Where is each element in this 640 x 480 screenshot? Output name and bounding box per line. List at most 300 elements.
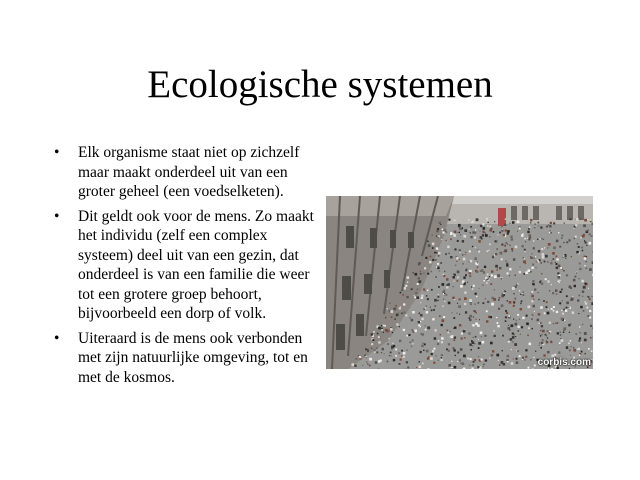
crowd-dot	[469, 272, 471, 274]
crowd-dot	[589, 316, 591, 318]
crowd-dot	[556, 256, 558, 258]
crowd-dot	[471, 349, 473, 351]
crowd-dot	[377, 333, 379, 335]
crowd-dot	[399, 363, 401, 365]
crowd-dot	[517, 283, 519, 285]
crowd-dot	[578, 313, 579, 314]
crowd-dot	[487, 250, 489, 252]
crowd-dot	[440, 334, 442, 336]
crowd-dot	[454, 336, 457, 339]
crowd-dot	[453, 339, 455, 341]
crowd-dot	[557, 272, 559, 274]
crowd-dot	[579, 354, 581, 356]
crowd-dot	[589, 268, 592, 271]
crowd-dot	[426, 295, 428, 297]
crowd-dot	[474, 343, 475, 344]
crowd-dot	[374, 352, 375, 353]
crowd-dot	[591, 223, 593, 226]
crowd-dot	[532, 264, 534, 266]
crowd-dot	[569, 239, 571, 241]
crowd-dot	[488, 250, 489, 251]
crowd-dot	[405, 285, 407, 287]
crowd-dot	[452, 297, 454, 299]
crowd-dot	[367, 349, 369, 351]
crowd-dot	[520, 308, 522, 310]
crowd-dot	[557, 322, 559, 324]
crowd-dot	[483, 271, 485, 273]
crowd-dot	[519, 355, 521, 357]
crowd-dot	[485, 277, 488, 280]
crowd-dot	[579, 340, 581, 342]
bullet-marker: •	[54, 329, 60, 347]
crowd-dot	[498, 360, 499, 361]
crowd-dot	[590, 337, 592, 339]
crowd-dot	[453, 317, 455, 319]
crowd-dot	[538, 226, 539, 227]
crowd-dot	[580, 237, 581, 238]
crowd-dot	[443, 275, 445, 277]
bullet-text: Uiteraard is de mens ook verbonden met zijn natuurlijke omgeving, tot en met de kosmos.	[78, 329, 308, 386]
crowd-dot	[459, 259, 460, 260]
crowd-dot	[438, 237, 440, 239]
crowd-dot	[459, 228, 462, 231]
crowd-dot	[472, 288, 473, 289]
crowd-dot	[403, 356, 405, 358]
crowd-dot	[576, 251, 579, 254]
crowd-dot	[399, 340, 402, 343]
crowd-dot	[492, 350, 494, 352]
crowd-dot	[528, 327, 530, 329]
crowd-dot	[543, 300, 545, 302]
crowd-dot	[494, 221, 495, 222]
crowd-dot	[467, 358, 469, 360]
crowd-dot	[575, 236, 577, 238]
crowd-dot	[579, 263, 581, 265]
crowd-dot	[487, 225, 489, 227]
crowd-dot	[434, 299, 437, 302]
crowd-dot	[516, 358, 518, 360]
crowd-dot	[436, 235, 437, 236]
crowd-dot	[480, 231, 481, 232]
crowd-dot	[549, 225, 551, 227]
crowd-dot	[510, 245, 511, 246]
crowd-dot	[551, 341, 552, 342]
crowd-dot	[575, 224, 577, 226]
crowd-dot	[551, 260, 552, 261]
crowd-dot	[587, 315, 589, 317]
crowd-dot	[504, 245, 506, 247]
crowd-dot	[419, 361, 421, 363]
crowd-dot	[590, 325, 592, 327]
crowd-dot	[531, 300, 533, 302]
crowd-dot	[384, 353, 385, 354]
crowd-dot	[542, 339, 544, 341]
crowd-dot	[437, 267, 440, 270]
crowd-dot	[442, 306, 443, 307]
crowd-dot	[541, 334, 542, 335]
crowd-dot	[494, 330, 495, 331]
crowd-dot	[375, 361, 378, 364]
crowd-dot	[526, 323, 529, 326]
crowd-dot	[486, 282, 488, 284]
crowd-dot	[393, 308, 396, 311]
crowd-dot	[372, 339, 374, 341]
crowd-dot	[434, 252, 436, 254]
crowd-dot	[429, 261, 432, 264]
crowd-dot	[432, 243, 435, 246]
crowd-dot	[422, 363, 424, 365]
crowd-dot	[411, 288, 413, 290]
crowd-dot	[475, 262, 477, 264]
crowd-dot	[439, 315, 441, 317]
crowd-dot	[576, 218, 579, 221]
crowd-dot	[588, 288, 589, 289]
crowd-dot	[524, 249, 526, 251]
crowd-dot	[430, 256, 432, 258]
crowd-dot	[540, 347, 542, 349]
crowd-dot	[459, 359, 461, 361]
crowd-dot	[422, 333, 424, 335]
crowd-dot	[409, 341, 411, 343]
crowd-dot	[475, 229, 476, 230]
crowd-dot	[577, 243, 578, 244]
crowd-dot	[484, 266, 486, 268]
crowd-dot	[378, 341, 380, 343]
crowd-dot	[489, 276, 490, 277]
crowd-dot	[470, 236, 472, 238]
crowd-dot	[511, 362, 514, 365]
crowd-dot	[556, 293, 558, 295]
crowd-dot	[539, 342, 540, 343]
crowd-dot	[469, 317, 471, 319]
crowd-dot	[541, 238, 543, 240]
crowd-dot	[431, 353, 433, 355]
crowd-dot	[533, 240, 534, 241]
crowd-dot	[436, 252, 438, 254]
crowd-dot	[532, 328, 534, 330]
crowd-dot	[365, 348, 367, 350]
crowd-dot	[591, 350, 593, 352]
crowd-dot	[433, 362, 435, 364]
crowd-dot	[549, 322, 551, 324]
crowd-dot	[579, 268, 581, 270]
crowd-dot	[431, 309, 433, 311]
crowd-dot	[476, 218, 479, 221]
crowd-dot	[487, 220, 488, 221]
crowd-dot	[482, 341, 485, 344]
crowd-dot	[444, 271, 445, 272]
crowd-dot	[522, 233, 524, 235]
crowd-dot	[465, 282, 466, 283]
crowd-dot	[491, 303, 494, 306]
crowd-dot	[566, 307, 568, 309]
crowd-dot	[558, 265, 561, 268]
crowd-dot	[516, 361, 519, 364]
crowd-dot	[459, 249, 461, 251]
crowd-dot	[493, 231, 495, 233]
crowd-dot	[580, 306, 583, 309]
crowd-dot	[482, 223, 484, 225]
crowd-dot	[503, 294, 505, 296]
crowd-dot	[430, 307, 431, 308]
crowd-dot	[552, 292, 554, 294]
crowd-dot	[495, 240, 497, 242]
crowd-dot	[566, 295, 568, 297]
crowd-dot	[569, 349, 571, 351]
crowd-dot	[414, 296, 416, 298]
crowd-dot	[516, 320, 517, 321]
crowd-dot	[530, 219, 532, 221]
crowd-dot	[535, 351, 536, 352]
crowd-dot	[464, 303, 466, 305]
crowd-dot	[578, 295, 580, 297]
crowd-dot	[442, 231, 444, 233]
crowd-dot	[561, 289, 563, 291]
crowd-dot	[566, 241, 568, 243]
crowd-dot	[476, 319, 477, 320]
crowd-dot	[487, 274, 489, 276]
crowd-dot	[587, 296, 588, 297]
crowd-dot	[515, 246, 518, 249]
crowd-dot	[540, 322, 542, 324]
crowd-dot	[577, 349, 578, 350]
crowd-dot	[561, 235, 563, 237]
crowd-dot	[366, 361, 367, 362]
crowd-dot	[555, 262, 556, 263]
crowd-dot	[512, 287, 515, 290]
crowd-dot	[395, 319, 396, 320]
crowd-dot	[533, 357, 534, 358]
crowd-dot	[364, 355, 365, 356]
crowd-dot	[556, 267, 559, 270]
crowd-dot	[461, 333, 463, 335]
crowd-dot	[385, 329, 388, 332]
crowd-dot	[390, 310, 393, 313]
crowd-dot	[421, 345, 423, 347]
crowd-dot	[407, 282, 408, 283]
crowd-dot	[531, 253, 532, 254]
crowd-dot	[522, 317, 524, 319]
crowd-dot	[446, 278, 449, 281]
crowd-dot	[497, 325, 499, 327]
crowd-dot	[533, 247, 535, 249]
crowd-dot	[540, 238, 541, 239]
crowd-dot	[553, 258, 555, 260]
crowd-dot	[566, 346, 568, 348]
crowd-dot	[528, 367, 530, 369]
crowd-dot	[587, 307, 589, 309]
crowd-dot	[470, 358, 472, 360]
crowd-dot	[382, 348, 385, 351]
crowd-dot	[441, 324, 443, 326]
crowd-dot	[469, 365, 470, 366]
crowd-dot	[419, 280, 422, 283]
crowd-dot	[584, 332, 587, 335]
crowd-dot	[549, 232, 550, 233]
crowd-dot	[588, 230, 589, 231]
crowd-dot	[457, 277, 459, 279]
crowd-dot	[443, 316, 445, 318]
crowd-dot	[486, 218, 487, 219]
crowd-dot	[483, 364, 485, 366]
crowd-dot	[473, 361, 475, 363]
crowd-dot	[550, 262, 552, 264]
crowd-dot	[421, 318, 423, 320]
crowd-dot	[433, 309, 435, 311]
crowd-dot	[589, 242, 592, 245]
crowd-dot	[478, 356, 479, 357]
crowd-dot	[574, 238, 576, 240]
crowd-dot	[522, 359, 523, 360]
crowd-dot	[584, 283, 586, 285]
bullet-item	[54, 143, 322, 202]
crowd-dot	[586, 268, 587, 269]
crowd-dot	[490, 283, 492, 285]
crowd-dot	[538, 250, 541, 253]
crowd-dot	[560, 291, 562, 293]
crowd-dot	[577, 299, 579, 301]
crowd-dot	[387, 343, 388, 344]
crowd-dot	[475, 304, 476, 305]
crowd-dot	[480, 225, 482, 227]
crowd-dot	[415, 273, 418, 276]
crowd-dot	[512, 341, 513, 342]
crowd-dot	[448, 343, 450, 345]
crowd-dot	[465, 254, 466, 255]
crowd-dot	[474, 311, 476, 313]
crowd-dot	[369, 358, 372, 361]
bullet-item	[54, 207, 322, 324]
crowd-dot	[475, 293, 477, 295]
crowd-dot	[580, 218, 582, 220]
crowd-dot	[529, 234, 532, 237]
crowd-dot	[436, 355, 437, 356]
crowd-dot	[505, 218, 506, 219]
crowd-dot	[427, 298, 429, 300]
crowd-dot	[580, 332, 581, 333]
crowd-dot	[519, 290, 520, 291]
crowd-dot	[589, 310, 591, 312]
crowd-dot	[419, 313, 420, 314]
crowd-dot	[512, 221, 515, 224]
crowd-dot	[490, 342, 493, 345]
crowd-dot	[490, 229, 493, 232]
crowd-dot	[537, 239, 538, 240]
crowd-dot	[529, 343, 532, 346]
crowd-dot	[418, 262, 420, 264]
crowd-dot	[458, 224, 461, 227]
crowd-dot	[461, 337, 463, 339]
crowd-dot	[390, 352, 392, 354]
crowd-dot	[505, 310, 507, 312]
crowd-dot	[427, 290, 429, 292]
crowd-dot	[396, 323, 398, 325]
crowd-dot	[457, 240, 459, 242]
crowd-dot	[559, 282, 560, 283]
crowd-dot	[497, 274, 500, 277]
crowd-dot	[432, 247, 434, 249]
crowd-dot	[436, 247, 438, 249]
crowd-dot	[478, 240, 481, 243]
crowd-dot	[454, 366, 457, 369]
crowd-dot	[485, 359, 487, 361]
crowd-dot	[558, 232, 559, 233]
crowd-dot	[371, 343, 373, 345]
crowd-dot	[484, 335, 486, 337]
crowd-dot	[478, 339, 479, 340]
crowd-dot	[563, 270, 564, 271]
crowd-dot	[477, 366, 479, 368]
crowd-dot	[367, 350, 369, 352]
bullet-text: Dit geldt ook voor de mens. Zo maakt het individu (zelf een complex systeem) deel uit van een gezin, dat onderdeel is van een familie die weer tot een grotere groep behoort, bijvoorbeeld een dorp of volk.	[78, 207, 314, 322]
crowd-dot	[541, 342, 544, 345]
crowd-dot	[489, 244, 491, 246]
crowd-dot	[482, 285, 483, 286]
crowd-dot	[387, 308, 388, 309]
crowd-dot	[447, 330, 449, 332]
crowd-dot	[570, 355, 571, 356]
crowd-dot	[505, 316, 507, 318]
crowd-dot	[474, 237, 476, 239]
crowd-dot	[515, 286, 517, 288]
crowd-dot	[427, 241, 429, 243]
crowd-dot	[513, 293, 514, 294]
crowd-dot	[482, 302, 484, 304]
crowd-dot	[584, 257, 587, 260]
crowd-dot	[483, 280, 485, 282]
crowd-dot	[462, 363, 465, 366]
crowd-dot	[416, 367, 417, 368]
crowd-dot	[438, 286, 440, 288]
crowd-dot	[504, 224, 506, 226]
crowd-dot	[472, 324, 474, 326]
crowd-dot	[554, 354, 556, 356]
crowd-dot	[559, 342, 561, 344]
crowd-dot	[457, 232, 458, 233]
crowd-dot	[496, 317, 497, 318]
crowd-dot	[462, 263, 464, 265]
crowd-dot	[527, 335, 529, 337]
crowd-dot	[472, 368, 474, 370]
crowd-dot	[521, 301, 523, 303]
crowd-dot	[390, 328, 393, 331]
crowd-dot	[389, 355, 390, 356]
crowd-dot	[507, 230, 510, 233]
crowd-dot	[441, 359, 443, 361]
crowd-dot	[556, 263, 558, 265]
crowd-dot	[584, 240, 585, 241]
crowd-dot	[444, 290, 446, 292]
crowd-dot	[424, 343, 426, 345]
crowd-dot	[478, 251, 480, 253]
crowd-dot	[535, 256, 536, 257]
crowd-dot	[546, 335, 547, 336]
crowd-dot	[514, 302, 515, 303]
crowd-dot	[465, 252, 466, 253]
crowd-dot	[468, 220, 469, 221]
crowd-dot	[385, 317, 387, 319]
crowd-dot	[403, 312, 405, 314]
crowd-dot	[457, 352, 459, 354]
crowd-dot	[578, 278, 579, 279]
crowd-dot	[462, 254, 463, 255]
crowd-dot	[454, 231, 457, 234]
crowd-dot	[532, 280, 534, 282]
crowd-dot	[423, 309, 424, 310]
crowd-dot	[467, 282, 468, 283]
crowd-dot	[523, 294, 525, 296]
crowd-dot	[514, 343, 517, 346]
